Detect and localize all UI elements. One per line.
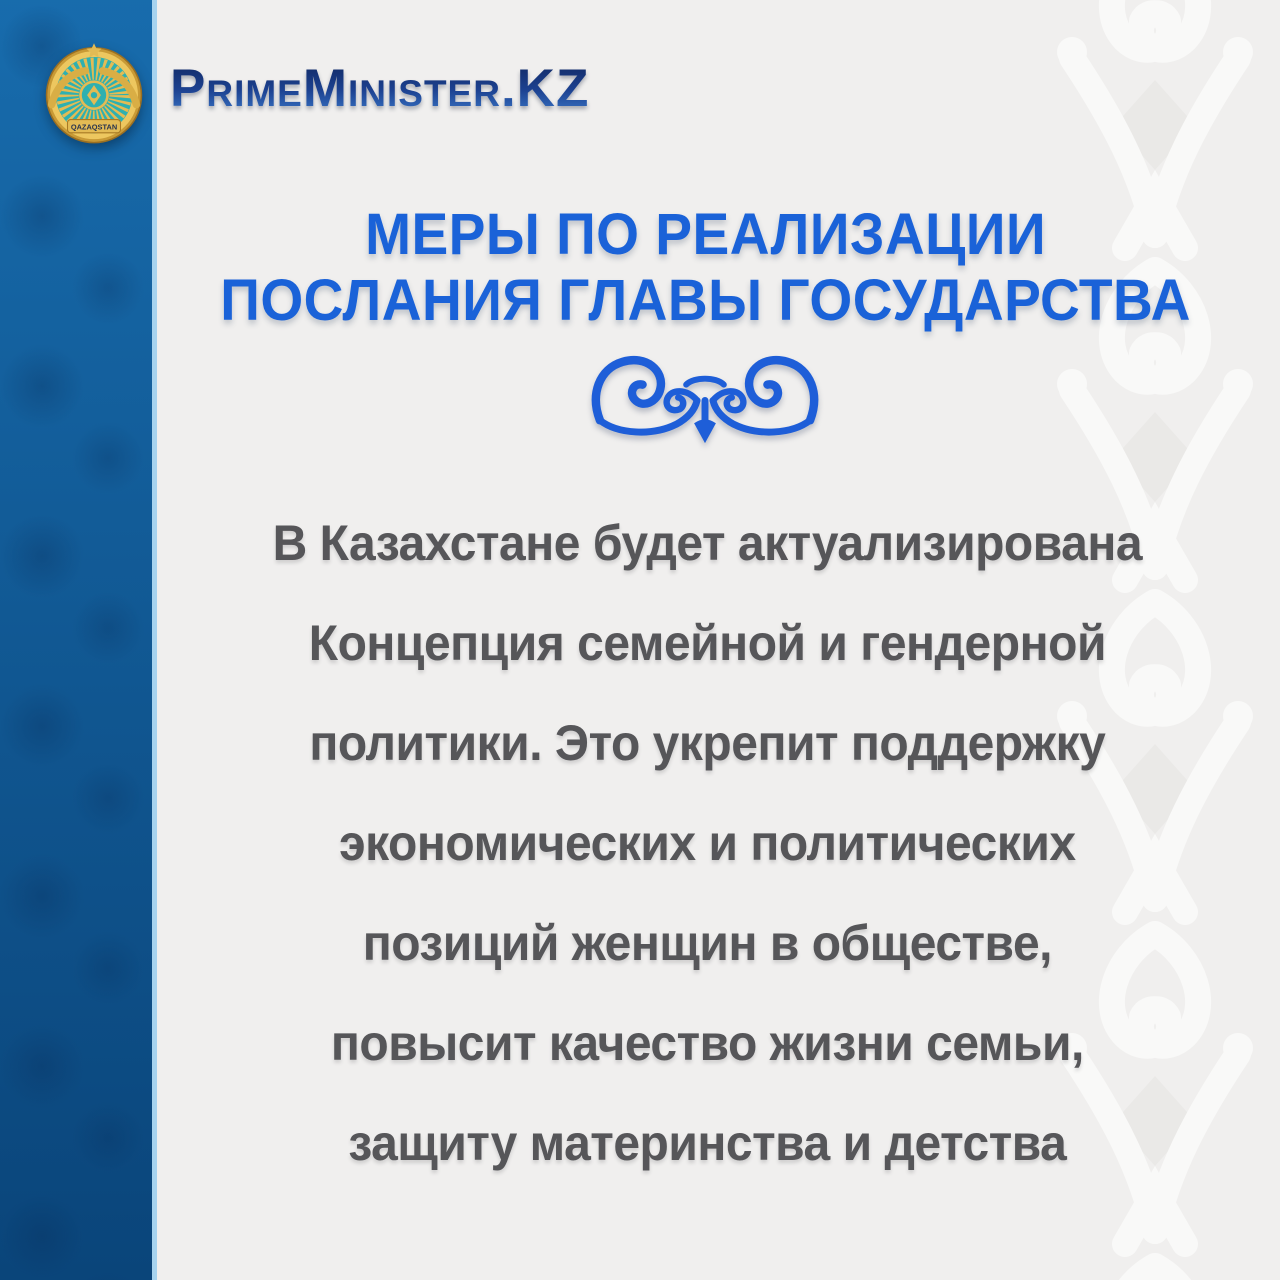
kazakhstan-emblem-icon	[41, 38, 147, 146]
left-blue-sidebar	[0, 0, 157, 1280]
page-title-line-2: ПОСЛАНИЯ ГЛАВЫ ГОСУДАРСТВА	[220, 268, 1191, 333]
body-line-6: повысит качество жизни семьи,	[330, 1015, 1084, 1071]
body-line-1: В Казахстане будет актуализирована	[272, 515, 1143, 571]
title-divider	[152, 350, 1258, 446]
page-title	[180, 202, 1252, 334]
emblem-banner-label: QAZAQSTAN	[70, 122, 118, 132]
body-line-3: политики. Это укрепит поддержку	[309, 715, 1106, 771]
site-logo-wordmark: PrimeMinister.KZ	[170, 59, 590, 118]
body-text	[175, 493, 1258, 1193]
body-line-2: Концепция семейной и гендерной	[308, 615, 1106, 671]
kazakh-ornament-divider-icon	[591, 350, 819, 446]
body-line-4: экономических и политических	[339, 815, 1076, 871]
body-line-7: защиту материнства и детства	[348, 1115, 1067, 1171]
body-line-5: позиций женщин в обществе,	[362, 915, 1053, 971]
page-title-line-1: МЕРЫ ПО РЕАЛИЗАЦИИ	[365, 202, 1047, 267]
